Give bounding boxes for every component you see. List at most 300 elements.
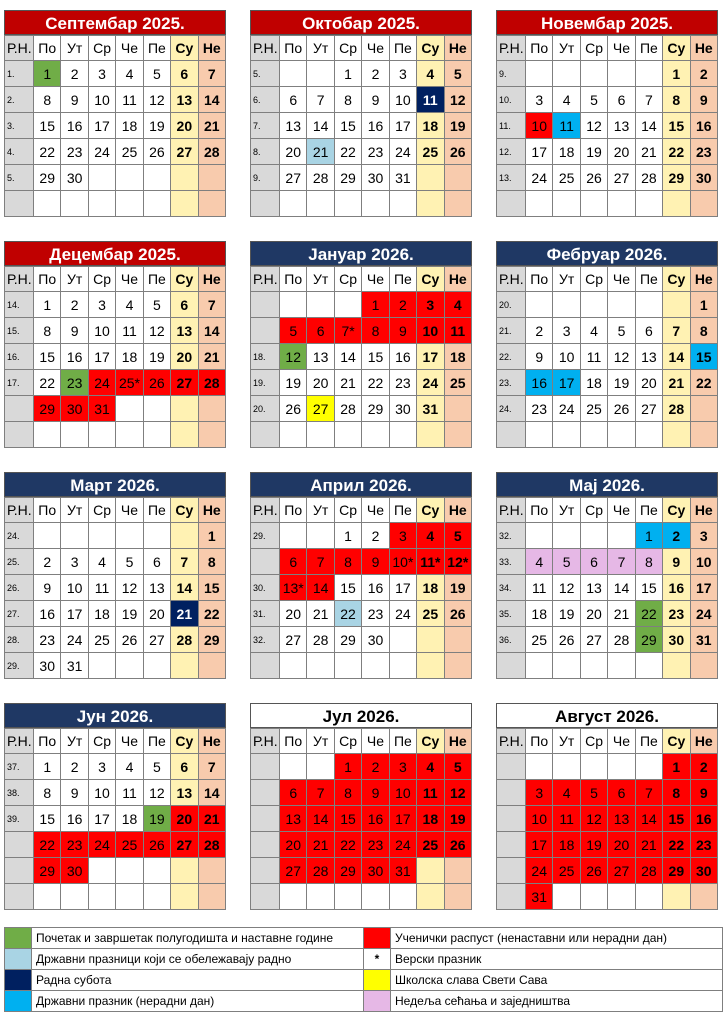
- weekday-header-row: [251, 729, 472, 754]
- legend: [4, 927, 722, 1012]
- day-cell: [116, 191, 143, 217]
- weekday-header-row: [251, 498, 472, 523]
- week-number: [497, 422, 526, 448]
- day-cell: [417, 627, 444, 653]
- week-number: [251, 780, 280, 806]
- day-cell: [116, 884, 143, 910]
- day-cell: 13: [307, 344, 334, 370]
- day-cell: 5: [580, 87, 607, 113]
- day-cell: 2: [690, 754, 717, 780]
- week-row: [497, 422, 718, 448]
- week-number: 29.: [251, 523, 280, 549]
- day-cell: [635, 422, 662, 448]
- day-cell: [143, 523, 170, 549]
- week-row: [497, 780, 718, 806]
- day-cell: [143, 396, 170, 422]
- day-cell: 10: [61, 575, 88, 601]
- day-cell: 3: [389, 61, 416, 87]
- day-cell: 3: [526, 87, 553, 113]
- day-cell: 27: [580, 627, 607, 653]
- month-table: [250, 35, 472, 217]
- day-cell: [580, 191, 607, 217]
- day-cell: 3: [526, 780, 553, 806]
- day-cell: 1: [663, 754, 690, 780]
- day-cell: 20: [280, 832, 307, 858]
- weekday-header: По: [526, 729, 553, 754]
- week-row: [497, 858, 718, 884]
- month-title: Март 2026.: [4, 472, 226, 497]
- week-row: [251, 627, 472, 653]
- weekday-header: По: [280, 267, 307, 292]
- week-row: [251, 292, 472, 318]
- day-cell: 1: [34, 61, 61, 87]
- day-cell: 28: [608, 627, 635, 653]
- day-cell: 6: [143, 549, 170, 575]
- week-row: [497, 523, 718, 549]
- day-cell: 2: [389, 292, 416, 318]
- weekday-header: Пе: [143, 729, 170, 754]
- day-cell: 25: [116, 832, 143, 858]
- weekday-header: Пе: [389, 36, 416, 61]
- day-cell: 17: [526, 139, 553, 165]
- week-number: 36.: [497, 627, 526, 653]
- day-cell: 22: [34, 832, 61, 858]
- weekday-header: Су: [663, 498, 690, 523]
- weekday-header: Ут: [553, 729, 580, 754]
- day-cell: 6: [171, 61, 198, 87]
- legend-swatch: [364, 991, 391, 1012]
- week-number: 20.: [497, 292, 526, 318]
- day-cell: 26: [143, 832, 170, 858]
- weekday-header: Не: [198, 267, 225, 292]
- week-number: [497, 858, 526, 884]
- day-cell: 9: [690, 780, 717, 806]
- weekday-header: Че: [608, 36, 635, 61]
- week-number: 37.: [5, 754, 34, 780]
- month-title: Децембар 2025.: [4, 241, 226, 266]
- week-number: 12.: [497, 139, 526, 165]
- day-cell: 28: [635, 858, 662, 884]
- day-cell: 8: [34, 87, 61, 113]
- day-cell: 17: [690, 575, 717, 601]
- day-cell: 9: [526, 344, 553, 370]
- week-row: [5, 653, 226, 679]
- day-cell: 6: [608, 87, 635, 113]
- day-cell: 16: [34, 601, 61, 627]
- day-cell: 19: [444, 806, 471, 832]
- legend-swatch: [5, 991, 32, 1012]
- week-row: [497, 165, 718, 191]
- weekday-header: По: [526, 267, 553, 292]
- day-cell: 14: [198, 318, 225, 344]
- weekday-header-row: [497, 729, 718, 754]
- week-row: [251, 780, 472, 806]
- day-cell: 12: [444, 87, 471, 113]
- day-cell: 7: [198, 292, 225, 318]
- day-cell: [171, 653, 198, 679]
- weekday-header: По: [34, 36, 61, 61]
- week-row: [497, 549, 718, 575]
- weekday-header: По: [526, 498, 553, 523]
- week-row: [251, 858, 472, 884]
- day-cell: [635, 754, 662, 780]
- weekday-header: Ут: [553, 36, 580, 61]
- day-cell: 21: [307, 832, 334, 858]
- week-row: [251, 191, 472, 217]
- week-row: [497, 754, 718, 780]
- weekday-header: Ут: [307, 729, 334, 754]
- day-cell: 27: [280, 858, 307, 884]
- week-number-header: Р.Н.: [251, 36, 280, 61]
- day-cell: [143, 884, 170, 910]
- day-cell: 2: [526, 318, 553, 344]
- day-cell: 25: [417, 139, 444, 165]
- weekday-header: Пе: [389, 729, 416, 754]
- day-cell: 6: [307, 318, 334, 344]
- month-table: [4, 35, 226, 217]
- weekday-header: Пе: [143, 267, 170, 292]
- weekday-header: Пе: [389, 498, 416, 523]
- day-cell: 21: [307, 139, 334, 165]
- day-cell: 12: [553, 575, 580, 601]
- week-number-header: Р.Н.: [251, 267, 280, 292]
- day-cell: 5: [116, 549, 143, 575]
- day-cell: [635, 292, 662, 318]
- day-cell: 16: [690, 113, 717, 139]
- day-cell: 24: [690, 601, 717, 627]
- day-cell: 29: [198, 627, 225, 653]
- day-cell: 5: [143, 754, 170, 780]
- week-number: 15.: [5, 318, 34, 344]
- day-cell: 16: [362, 806, 389, 832]
- day-cell: [34, 422, 61, 448]
- weekday-header: Не: [198, 498, 225, 523]
- day-cell: 4: [116, 61, 143, 87]
- day-cell: [198, 191, 225, 217]
- day-cell: 6: [280, 87, 307, 113]
- day-cell: 29: [34, 396, 61, 422]
- day-cell: 21: [663, 370, 690, 396]
- day-cell: 10: [553, 344, 580, 370]
- day-cell: 31: [61, 653, 88, 679]
- day-cell: 11: [553, 806, 580, 832]
- weekday-header: Пе: [143, 498, 170, 523]
- day-cell: 20: [608, 832, 635, 858]
- day-cell: 19: [553, 601, 580, 627]
- day-cell: 7: [198, 61, 225, 87]
- day-cell: 19: [143, 806, 170, 832]
- day-cell: [362, 191, 389, 217]
- day-cell: 10: [88, 780, 115, 806]
- weekday-header: Не: [198, 36, 225, 61]
- week-number: 20.: [251, 396, 280, 422]
- day-cell: 24: [61, 627, 88, 653]
- day-cell: 13: [143, 575, 170, 601]
- week-number-header: Р.Н.: [497, 36, 526, 61]
- day-cell: 2: [690, 61, 717, 87]
- day-cell: [307, 884, 334, 910]
- week-row: [5, 422, 226, 448]
- day-cell: 11: [116, 780, 143, 806]
- week-number-header: Р.Н.: [251, 729, 280, 754]
- weekday-header: Не: [690, 729, 717, 754]
- day-cell: 28: [198, 139, 225, 165]
- week-number-header: Р.Н.: [5, 267, 34, 292]
- day-cell: [334, 884, 361, 910]
- legend-swatch: [5, 928, 32, 949]
- day-cell: 20: [280, 601, 307, 627]
- day-cell: 11: [116, 318, 143, 344]
- week-number: 1.: [5, 61, 34, 87]
- day-cell: 31: [88, 396, 115, 422]
- day-cell: [171, 165, 198, 191]
- week-row: [5, 139, 226, 165]
- day-cell: 18: [417, 575, 444, 601]
- week-row: [5, 318, 226, 344]
- day-cell: 4: [116, 292, 143, 318]
- weekday-header: По: [34, 498, 61, 523]
- day-cell: 7: [635, 87, 662, 113]
- day-cell: [88, 523, 115, 549]
- week-number: 9.: [497, 61, 526, 87]
- weekday-header: Су: [171, 36, 198, 61]
- day-cell: 21: [198, 344, 225, 370]
- legend-text: Државни празници који се обележавају радно: [32, 949, 364, 970]
- day-cell: 18: [444, 344, 471, 370]
- day-cell: 27: [171, 370, 198, 396]
- week-row: [5, 832, 226, 858]
- week-row: [251, 806, 472, 832]
- week-row: [251, 754, 472, 780]
- day-cell: 28: [663, 396, 690, 422]
- day-cell: 8: [34, 780, 61, 806]
- day-cell: 24: [389, 601, 416, 627]
- day-cell: 15: [334, 113, 361, 139]
- week-row: [251, 396, 472, 422]
- day-cell: [389, 191, 416, 217]
- day-cell: 4: [417, 61, 444, 87]
- day-cell: [580, 884, 607, 910]
- day-cell: 18: [116, 344, 143, 370]
- day-cell: 14: [334, 344, 361, 370]
- weekday-header: Пе: [635, 267, 662, 292]
- day-cell: 31: [389, 858, 416, 884]
- legend-text: Ученички распуст (ненаставни или нерадни дан): [391, 928, 723, 949]
- day-cell: [663, 884, 690, 910]
- day-cell: 9: [362, 780, 389, 806]
- day-cell: 19: [280, 370, 307, 396]
- day-cell: [580, 523, 607, 549]
- week-row: [251, 87, 472, 113]
- day-cell: 3: [88, 292, 115, 318]
- day-cell: 9: [61, 318, 88, 344]
- day-cell: 20: [171, 344, 198, 370]
- day-cell: [280, 292, 307, 318]
- day-cell: [417, 858, 444, 884]
- month-title: Септембар 2025.: [4, 10, 226, 35]
- day-cell: 3: [690, 523, 717, 549]
- day-cell: 22: [663, 139, 690, 165]
- day-cell: 18: [88, 601, 115, 627]
- day-cell: 7: [307, 780, 334, 806]
- day-cell: 22: [362, 370, 389, 396]
- day-cell: 1: [334, 523, 361, 549]
- week-number: [251, 422, 280, 448]
- week-row: [5, 627, 226, 653]
- day-cell: 30: [690, 165, 717, 191]
- day-cell: 8: [690, 318, 717, 344]
- day-cell: [580, 61, 607, 87]
- day-cell: [88, 165, 115, 191]
- day-cell: [171, 396, 198, 422]
- day-cell: [362, 653, 389, 679]
- day-cell: 13: [608, 113, 635, 139]
- day-cell: [663, 292, 690, 318]
- day-cell: [526, 523, 553, 549]
- day-cell: [608, 653, 635, 679]
- weekday-header-row: [497, 498, 718, 523]
- weekday-header: Че: [116, 36, 143, 61]
- weekday-header: Ср: [334, 267, 361, 292]
- day-cell: [690, 191, 717, 217]
- day-cell: 15: [198, 575, 225, 601]
- week-number: 3.: [5, 113, 34, 139]
- day-cell: [307, 754, 334, 780]
- week-number: 2.: [5, 87, 34, 113]
- weekday-header: Не: [690, 36, 717, 61]
- day-cell: [608, 191, 635, 217]
- day-cell: 22: [663, 832, 690, 858]
- day-cell: 5: [553, 549, 580, 575]
- day-cell: [526, 754, 553, 780]
- day-cell: 28: [307, 858, 334, 884]
- day-cell: 19: [580, 139, 607, 165]
- day-cell: 10: [526, 113, 553, 139]
- weekday-header: Ср: [334, 729, 361, 754]
- day-cell: 17: [417, 344, 444, 370]
- week-row: [251, 523, 472, 549]
- weekday-header: Ср: [580, 498, 607, 523]
- day-cell: 11: [116, 87, 143, 113]
- day-cell: [34, 191, 61, 217]
- day-cell: 30: [61, 165, 88, 191]
- day-cell: 31: [690, 627, 717, 653]
- week-number: 11.: [497, 113, 526, 139]
- legend-text: Државни празник (нерадни дан): [32, 991, 364, 1012]
- day-cell: 1: [34, 754, 61, 780]
- day-cell: 8: [663, 87, 690, 113]
- weekday-header-row: [497, 36, 718, 61]
- day-cell: [444, 858, 471, 884]
- week-number: 38.: [5, 780, 34, 806]
- day-cell: 15: [334, 575, 361, 601]
- legend-text: Недеља сећања и заједништва: [391, 991, 723, 1012]
- week-number: [497, 780, 526, 806]
- day-cell: 12: [280, 344, 307, 370]
- week-row: [251, 884, 472, 910]
- day-cell: 24: [526, 858, 553, 884]
- day-cell: [580, 754, 607, 780]
- weekday-header-row: [5, 729, 226, 754]
- month-title: Октобар 2025.: [250, 10, 472, 35]
- day-cell: 20: [280, 139, 307, 165]
- day-cell: [553, 884, 580, 910]
- day-cell: 17: [88, 113, 115, 139]
- weekday-header: Че: [116, 729, 143, 754]
- day-cell: [307, 292, 334, 318]
- day-cell: 19: [116, 601, 143, 627]
- month-table: [250, 266, 472, 448]
- week-row: [5, 113, 226, 139]
- week-number: [251, 191, 280, 217]
- day-cell: 25: [580, 396, 607, 422]
- day-cell: 11: [526, 575, 553, 601]
- day-cell: 7: [198, 754, 225, 780]
- day-cell: [553, 754, 580, 780]
- day-cell: 9: [362, 87, 389, 113]
- day-cell: [417, 422, 444, 448]
- legend-swatch: [364, 928, 391, 949]
- month-table: [4, 266, 226, 448]
- day-cell: [198, 396, 225, 422]
- day-cell: 13: [635, 344, 662, 370]
- day-cell: [61, 422, 88, 448]
- day-cell: 29: [663, 165, 690, 191]
- day-cell: [280, 191, 307, 217]
- month-title: Фебруар 2026.: [496, 241, 718, 266]
- day-cell: 30: [34, 653, 61, 679]
- week-row: [497, 61, 718, 87]
- day-cell: 21: [198, 113, 225, 139]
- day-cell: 22: [34, 370, 61, 396]
- day-cell: 13: [171, 780, 198, 806]
- week-number: [5, 832, 34, 858]
- day-cell: 15: [34, 113, 61, 139]
- day-cell: 16: [389, 344, 416, 370]
- day-cell: 5: [608, 318, 635, 344]
- day-cell: 27: [635, 396, 662, 422]
- week-row: [497, 344, 718, 370]
- day-cell: 26: [116, 627, 143, 653]
- week-row: [5, 370, 226, 396]
- day-cell: 23: [389, 370, 416, 396]
- day-cell: 2: [61, 754, 88, 780]
- week-row: [5, 601, 226, 627]
- day-cell: [143, 653, 170, 679]
- weekday-header: Пе: [143, 36, 170, 61]
- weekday-header: Че: [608, 498, 635, 523]
- day-cell: 10*: [389, 549, 416, 575]
- day-cell: 13: [171, 318, 198, 344]
- day-cell: 30: [690, 858, 717, 884]
- day-cell: 28: [635, 165, 662, 191]
- day-cell: [198, 884, 225, 910]
- weekday-header: По: [526, 36, 553, 61]
- day-cell: [280, 61, 307, 87]
- day-cell: [444, 396, 471, 422]
- month-table: [250, 497, 472, 679]
- week-number: 5.: [251, 61, 280, 87]
- weekday-header: Не: [444, 36, 471, 61]
- day-cell: 11*: [417, 549, 444, 575]
- day-cell: [526, 292, 553, 318]
- day-cell: 19: [608, 370, 635, 396]
- legend-swatch: *: [364, 949, 391, 970]
- day-cell: [88, 191, 115, 217]
- day-cell: 16: [526, 370, 553, 396]
- day-cell: [280, 754, 307, 780]
- day-cell: 5: [444, 61, 471, 87]
